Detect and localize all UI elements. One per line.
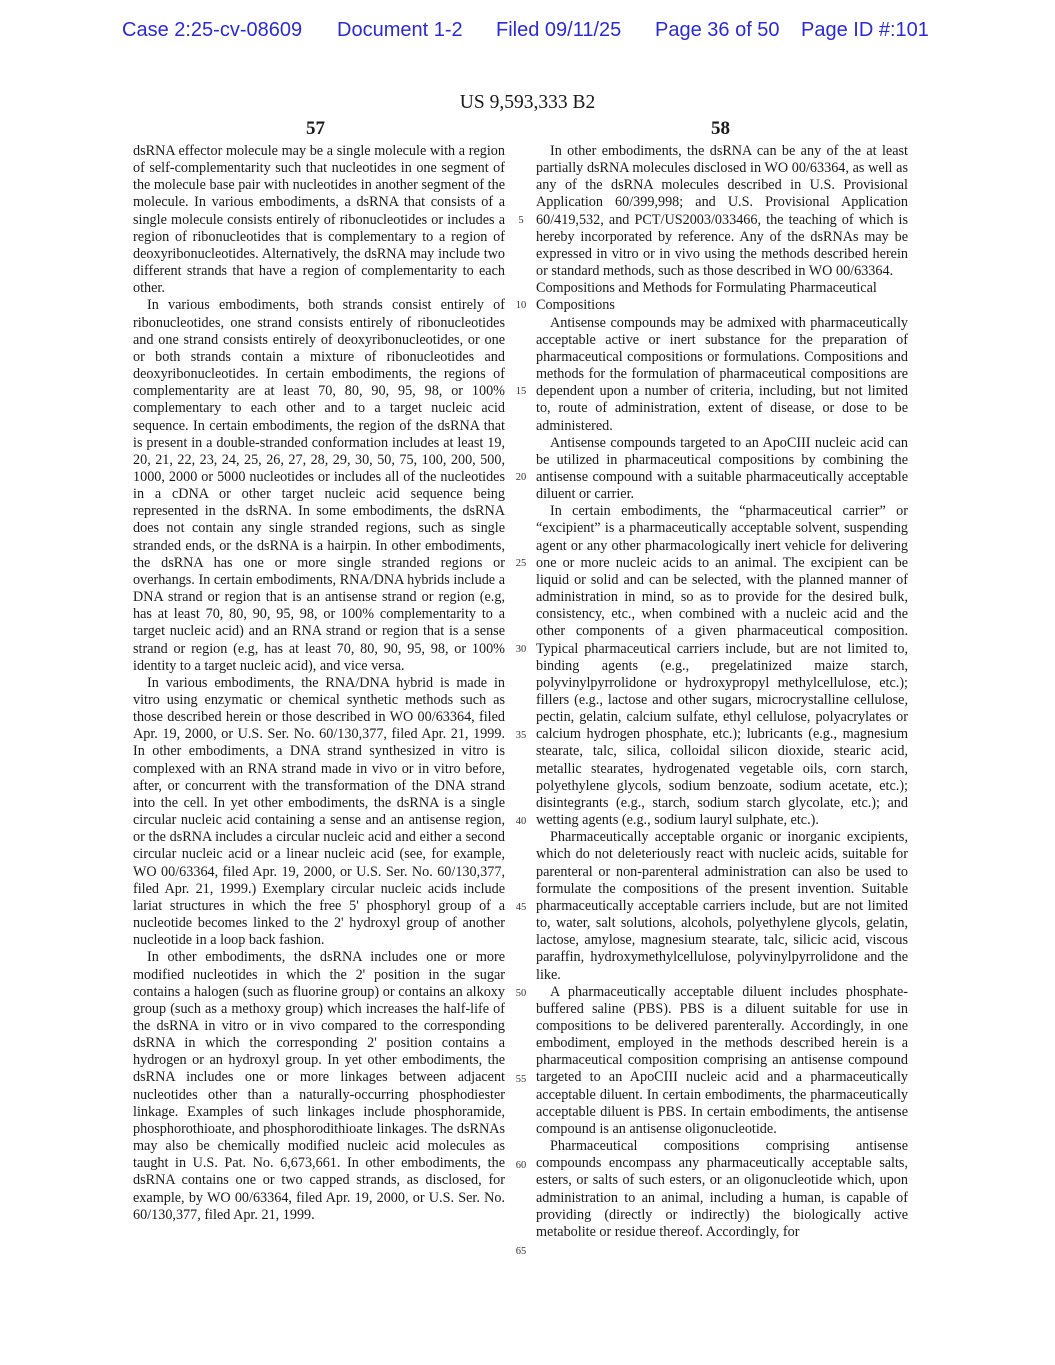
line-number: 50	[515, 988, 527, 999]
paragraph: In other embodiments, the dsRNA includes one or more modified nucleotides in which the 2' position in the sugar contains a halogen (such as fluorine group) or contains an alkoxy group (such as a methoxy group) which increases the half-life of the dsRNA in vitro or in vivo compared to the corresponding dsRNA in which the corresponding 2' position contains a hydrogen or an hydroxyl group. In yet other embodiments, the dsRNA includes one or more linkages between adjacent nucleotides other than a naturally-occurring phosphodiester linkage. Examples of such linkages include phosphoramide, phosphorothioate, and phosphorodithioate linkages. The dsRNAs may also be chemically modified nucleic acid molecules as taught in U.S. Pat. No. 6,673,661. In other embodiments, the dsRNA contains one or two capped strands, as disclosed, for example, by WO 00/63364, filed Apr. 19, 2000, or U.S. Ser. No. 60/130,377, filed Apr. 21, 1999.	[133, 949, 505, 1223]
line-number: 45	[515, 902, 527, 913]
page-id: Page ID #:101	[801, 19, 929, 41]
paragraph: In certain embodiments, the “pharmaceutical carrier” or “excipient” is a pharmaceutically acceptable solvent, suspending agent or any other pharmacologically inert vehicle for delivering one or more nucleic acids to an animal. The excipient can be liquid or solid and can be selected, with the planned manner of administration in mind, so as to provide for the desired bulk, consistency, etc., when combined with a nucleic acid and the other components of a given pharmaceutical composition. Typical pharmaceutical carriers include, but are not limited to, binding agents (e.g., pregelatinized maize starch, polyvinylpyrrolidone or hydroxypropyl methylcellulose, etc.); fillers (e.g., lactose and other sugars, microcrystalline cellulose, pectin, gelatin, calcium sulfate, ethyl cellulose, polyacrylates or calcium hydrogen phosphate, etc.); lubricants (e.g., magnesium stearate, talc, silica, colloidal silicon dioxide, stearic acid, metallic stearates, hydrogenated vegetable oils, corn starch, polyethylene glycols, sodium benzoate, sodium acetate, etc.); disintegrants (e.g., starch, sodium starch glycolate, etc.); and wetting agents (e.g., sodium lauryl sulphate, etc.).	[536, 503, 908, 829]
line-number: 55	[515, 1074, 527, 1085]
line-number: 5	[518, 215, 524, 226]
left-column	[133, 143, 505, 1224]
right-column-number: 58	[711, 118, 730, 139]
paragraph: dsRNA effector molecule may be a single molecule with a region of self-complementarity such that nucleotides in one segment of the molecule base pair with nucleotides in another segment of the molecule. In various embodiments, a dsRNA that consists of a single molecule consists entirely of ribonucleotides or includes a region of ribonucleotides that is complementary to a region of deoxyribonucleotides. Alternatively, the dsRNA may include two different strands that have a region of complementarity to each other.	[133, 143, 505, 297]
paragraph: Pharmaceutical compositions comprising antisense compounds encompass any pharmaceutically acceptable salts, esters, or salts of such esters, or an oligonucleotide which, upon administration to an animal, including a human, is capable of providing (directly or indirectly) the biologically active metabolite or residue thereof. Accordingly, for	[536, 1138, 908, 1240]
paragraph: In various embodiments, both strands consist entirely of ribonucleotides, one strand consists entirely of ribonucleotides and one strand consists entirely of deoxyribonucleotides, or one or both strands contain a mixture of ribonucleotides and deoxyribonucleotides. In certain embodiments, the regions of complementarity are at least 70, 80, 90, 95, 98, or 100% complementary to each other and to a target nucleic acid sequence. In certain embodiments, the region of the dsRNA that is present in a double-stranded conformation includes at least 19, 20, 21, 22, 23, 24, 25, 26, 27, 28, 29, 30, 50, 75, 100, 200, 500, 1000, 2000 or 5000 nucleotides or includes all of the nucleotides in a cDNA or other target nucleic acid sequence being represented in the dsRNA. In some embodiments, the dsRNA does not contain any single stranded regions, such as single stranded ends, or the dsRNA is a hairpin. In other embodiments, the dsRNA has one or more single stranded regions or overhangs. In certain embodiments, RNA/DNA hybrids include a DNA strand or region that is an antisense strand or region (e.g, has at least 70, 80, 90, 95, 98, or 100% complementarity to a target nucleic acid) and an RNA strand or region that is a sense strand or region (e.g, has at least 70, 80, 90, 95, 98, or 100% identity to a target nucleic acid), and vice versa.	[133, 297, 505, 674]
line-number: 65	[515, 1246, 527, 1257]
left-column-number: 57	[306, 118, 325, 139]
case-header	[0, 19, 1055, 47]
line-number: 10	[515, 300, 527, 311]
paragraph: In various embodiments, the RNA/DNA hybrid is made in vitro using enzymatic or chemical synthetic methods such as those described herein or those described in WO 00/63364, filed Apr. 19, 2000, or U.S. Ser. No. 60/130,377, filed Apr. 21, 1999. In other embodiments, a DNA strand synthesized in vitro is complexed with an RNA strand made in vivo or in vitro before, after, or concurrent with the transformation of the DNA strand into the cell. In yet other embodiments, the dsRNA is a single circular nucleic acid containing a sense and an antisense region, or the dsRNA includes a circular nucleic acid and either a second circular nucleic acid or a linear nucleic acid (see, for example, WO 00/63364, filed Apr. 19, 2000, or U.S. Ser. No. 60/130,377, filed Apr. 21, 1999.) Exemplary circular nucleic acids include lariat structures in which the free 5' phosphoryl group of a nucleotide becomes linked to the 2' hydroxyl group of another nucleotide in a loop back fashion.	[133, 674, 505, 949]
paragraph: Antisense compounds targeted to an ApoCIII nucleic acid can be utilized in pharmaceutical compositions by combining the antisense compound with a suitable pharmaceutically acceptable diluent or carrier.	[536, 434, 908, 503]
document-number: Document 1-2	[337, 19, 463, 41]
case-number: Case 2:25-cv-08609	[122, 19, 303, 41]
paragraph: Antisense compounds may be admixed with pharmaceutically acceptable active or inert substance for the preparation of pharmaceutical compositions or formulations. Compositions and methods for the formulation of pharmaceutical compositions are dependent upon a number of criteria, including, but not limited to, route of administration, extent of disease, or dose to be administered.	[536, 314, 908, 434]
line-number: 35	[515, 730, 527, 741]
filed-date: Filed 09/11/25	[496, 19, 622, 41]
line-number: 40	[515, 816, 527, 827]
section-heading: Compositions and Methods for Formulating Pharmaceutical Compositions	[536, 280, 877, 314]
right-column	[536, 143, 908, 1241]
line-number: 15	[515, 386, 527, 397]
patent-number: US 9,593,333 B2	[459, 92, 596, 113]
line-number: 60	[515, 1160, 527, 1171]
paragraph: A pharmaceutically acceptable diluent includes phosphate-buffered saline (PBS). PBS is a diluent suitable for use in compositions to be delivered parenterally. Accordingly, in one embodiment, employed in the methods described herein is a pharmaceutical composition comprising an antisense compound targeted to an ApoCIII nucleic acid and a pharmaceutically acceptable diluent. In certain embodiments, the pharmaceutically acceptable diluent is PBS. In certain embodiments, the antisense compound is an antisense oligonucleotide.	[536, 983, 908, 1137]
paragraph: Pharmaceutically acceptable organic or inorganic excipients, which do not deleteriously react with nucleic acids, suitable for parenteral or non-parenteral administration can also be used to formulate the compositions of the present invention. Suitable pharmaceutically acceptable carriers include, but are not limited to, water, salt solutions, alcohols, polyethylene glycols, gelatin, lactose, amylose, magnesium stearate, talc, silicic acid, viscous paraffin, hydroxymethylcellulose, polyvinylpyrrolidone and the like.	[536, 829, 908, 983]
line-number: 25	[515, 558, 527, 569]
page-indicator: Page 36 of 50	[655, 19, 780, 41]
paragraph: In other embodiments, the dsRNA can be any of the at least partially dsRNA molecules disclosed in WO 00/63364, as well as any of the dsRNA molecules described in U.S. Provisional Application 60/399,998; and U.S. Provisional Application 60/419,532, and PCT/US2003/033466, the teaching of which is hereby incorporated by reference. Any of the dsRNAs may be expressed in vitro or in vivo using the methods described herein or standard methods, such as those described in WO 00/63364.	[536, 143, 908, 280]
line-number: 20	[515, 472, 527, 483]
line-number: 30	[515, 644, 527, 655]
